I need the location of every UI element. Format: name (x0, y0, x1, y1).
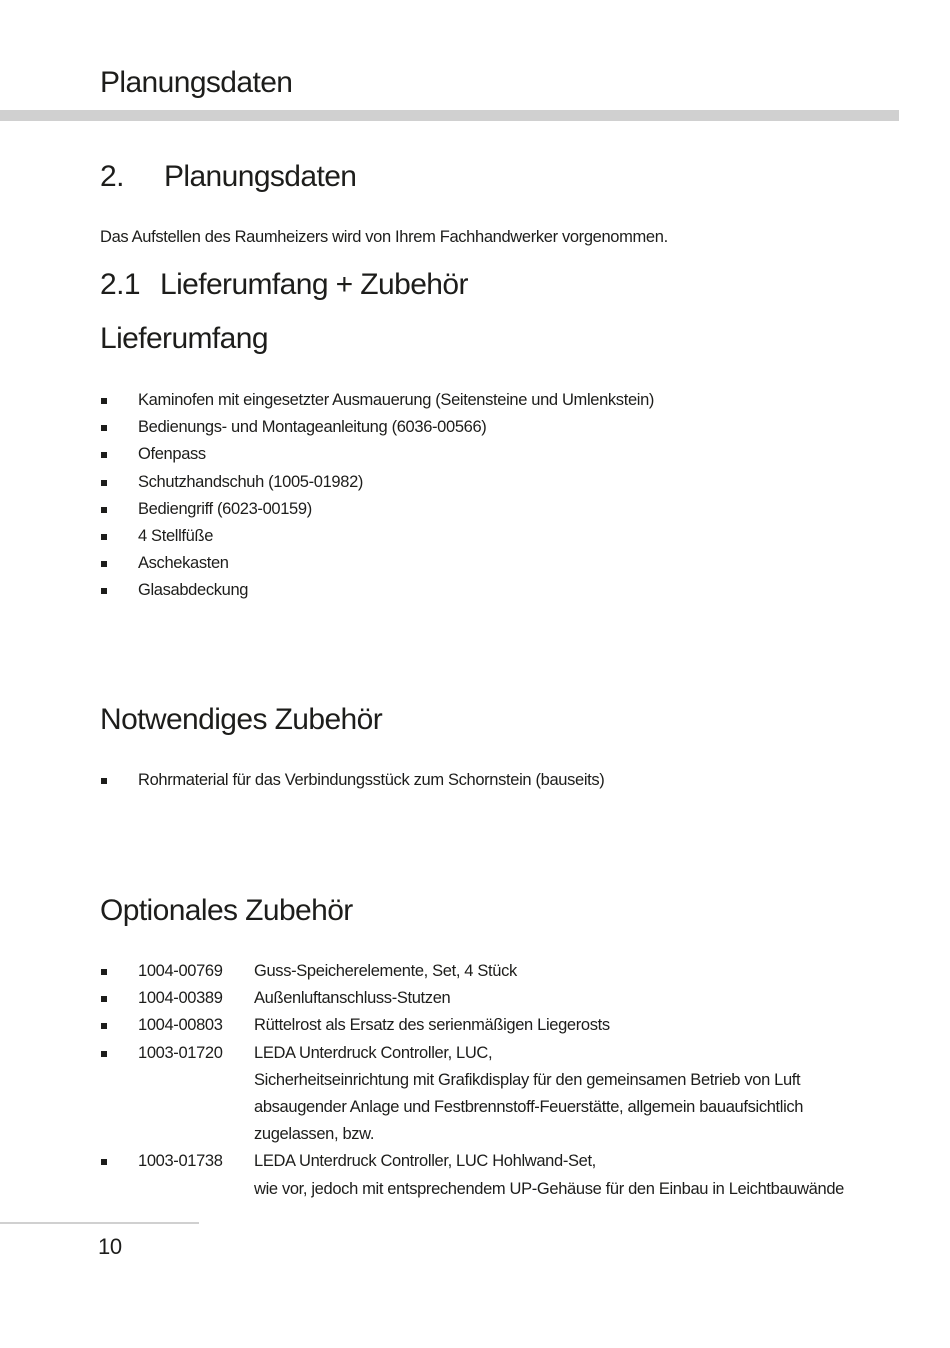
bullet-square-icon (101, 996, 107, 1002)
article-description: Rüttelrost als Ersatz des serienmäßigen Liegerosts (254, 1016, 610, 1035)
accessory-item (100, 1012, 894, 1039)
article-description: LEDA Unterdruck Controller, LUC, Sicherheitseinrichtung mit Grafikdisplay für den gemeinsamen Betrieb von Luft absaugender Anlage und Festbrennstoff-Feuerstätte, allgemein bauaufsichtlich zugelassen, bzw. (254, 1043, 804, 1144)
section-number: 2. (100, 160, 124, 193)
optionales-zubehoer-heading: Optionales Zubehör (100, 894, 353, 927)
list-item: Bedienungs- und Montageanleitung (6036-00566) (100, 414, 654, 441)
accessory-item (100, 985, 894, 1012)
lieferumfang-heading: Lieferumfang (100, 322, 268, 355)
bullet-square-icon (101, 398, 107, 404)
bullet-square-icon (101, 425, 107, 431)
header-rule (0, 110, 899, 121)
section-title: Planungsdaten (164, 160, 357, 193)
subsection-number: 2.1 (100, 268, 140, 301)
subsection-heading (100, 268, 468, 302)
article-description: Guss-Speicherelemente, Set, 4 Stück (254, 962, 517, 980)
article-number: 1004-00769 (138, 962, 223, 980)
bullet-square-icon (101, 480, 107, 486)
article-number: 1003-01720 (138, 1043, 223, 1062)
list-item: 4 Stellfüße (100, 523, 654, 550)
accessory-item (100, 1040, 894, 1149)
bullet-square-icon (101, 1023, 107, 1029)
bullet-square-icon (101, 1051, 107, 1057)
list-item: Bediengriff (6023-00159) (100, 496, 654, 523)
article-description: LEDA Unterdruck Controller, LUC Hohlwand-Set, wie vor, jedoch mit entsprechendem UP-Gehäuse für den Einbau in Leichtbauwände (254, 1152, 844, 1198)
article-number: 1004-00803 (138, 1016, 223, 1035)
bullet-square-icon (101, 778, 107, 784)
lieferumfang-list (100, 387, 654, 605)
page-number: 10 (98, 1234, 122, 1259)
intro-paragraph: Das Aufstellen des Raumheizers wird von Ihrem Fachhandwerker vorgenommen. (100, 228, 668, 246)
notwendiges-zubehoer-list (100, 767, 604, 794)
article-number: 1004-00389 (138, 989, 223, 1008)
bullet-square-icon (101, 534, 107, 540)
bullet-square-icon (101, 588, 107, 594)
bullet-square-icon (101, 507, 107, 513)
notwendiges-zubehoer-heading: Notwendiges Zubehör (100, 703, 383, 736)
accessory-item (100, 958, 894, 985)
list-item: Glasabdeckung (100, 577, 654, 604)
list-item: Aschekasten (100, 550, 654, 577)
bullet-square-icon (101, 452, 107, 458)
article-number: 1003-01738 (138, 1152, 223, 1171)
article-description: Außenluftanschluss-Stutzen (254, 989, 451, 1008)
bullet-square-icon (101, 1159, 107, 1165)
list-item: Ofenpass (100, 441, 654, 468)
footer-rule (0, 1222, 199, 1224)
list-item: Rohrmaterial für das Verbindungsstück zum Schornstein (bauseits) (100, 767, 604, 794)
bullet-square-icon (101, 969, 107, 975)
accessory-item (100, 1148, 894, 1202)
list-item: Schutzhandschuh (1005-01982) (100, 469, 654, 496)
section-heading (100, 160, 356, 194)
optionales-zubehoer-list (100, 958, 894, 1203)
bullet-square-icon (101, 561, 107, 567)
running-header-title: Planungsdaten (100, 66, 293, 99)
list-item: Kaminofen mit eingesetzter Ausmauerung (Seitensteine und Umlenkstein) (100, 387, 654, 414)
subsection-title: Lieferumfang + Zubehör (160, 268, 468, 301)
